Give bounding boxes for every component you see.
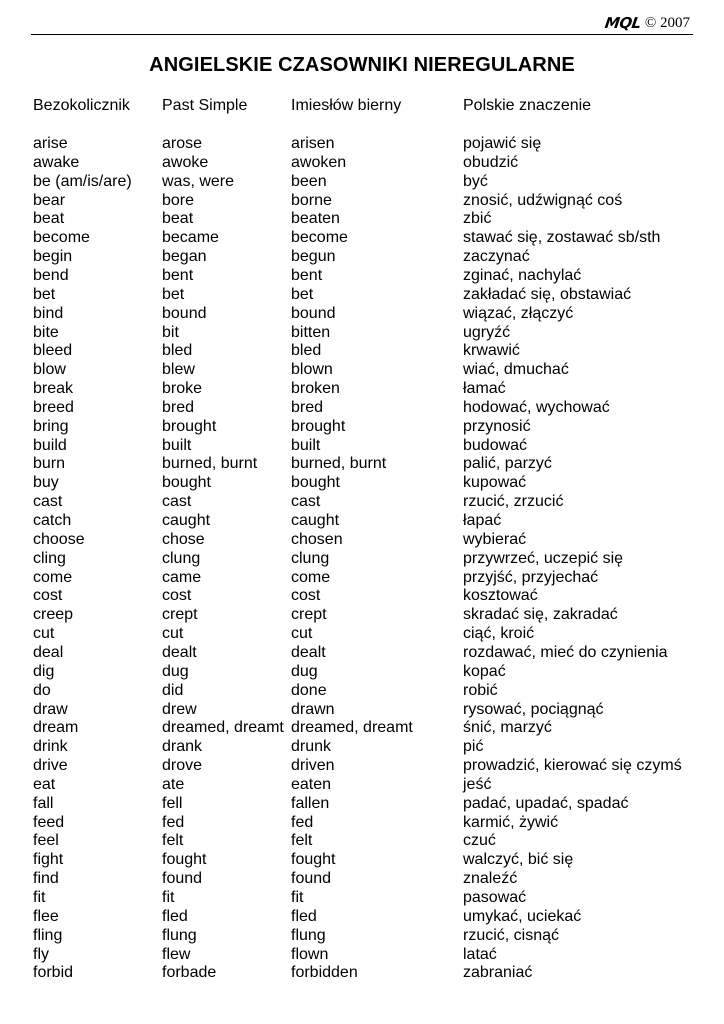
verb-past-simple: fit: [162, 889, 175, 906]
verb-infinitive: buy: [33, 474, 59, 492]
verb-past-simple: bred: [162, 398, 195, 416]
verb-past-participle: drunk: [291, 738, 332, 756]
verb-past-simple: cost: [162, 587, 192, 605]
verb-past-simple: began: [162, 248, 207, 266]
verb-past-simple: fed: [162, 813, 185, 831]
table-row: [0, 209, 724, 228]
table-row: [0, 134, 724, 153]
verb-polish-meaning: przyjść, przyjechać: [463, 568, 599, 586]
verb-polish-meaning: rzucić, cisnąć: [463, 926, 560, 944]
verb-infinitive: blow: [33, 361, 66, 379]
table-row: [0, 341, 724, 360]
verb-polish-meaning: zaczynać: [463, 248, 530, 266]
verb-past-participle: awoken: [291, 153, 347, 171]
verb-past-simple: caught: [162, 512, 211, 529]
table-row: [0, 681, 724, 700]
table-row: [0, 153, 724, 172]
verb-past-participle: become: [291, 229, 348, 247]
table-row: [0, 963, 724, 982]
verb-infinitive: feel: [33, 832, 59, 850]
verb-past-simple: felt: [162, 832, 184, 850]
verb-polish-meaning: wiać, dmuchać: [463, 361, 569, 379]
verb-polish-meaning: znosić, udźwignąć coś: [463, 191, 623, 209]
verb-infinitive: beat: [33, 210, 65, 228]
table-row: [0, 360, 724, 379]
verb-past-participle: drawn: [291, 700, 335, 718]
verb-infinitive: bet: [33, 285, 56, 303]
verb-past-participle: bled: [291, 342, 322, 360]
verb-past-participle: blown: [291, 361, 333, 379]
verb-infinitive: fit: [33, 889, 46, 906]
verb-polish-meaning: przynosić: [463, 417, 531, 435]
verb-past-simple: drew: [162, 700, 197, 718]
table-row: [0, 454, 724, 473]
verb-polish-meaning: rzucić, zrzucić: [463, 493, 564, 511]
table-row: [0, 869, 724, 888]
verb-past-participle: dreamed, dreamt: [291, 719, 413, 737]
verb-past-simple: dreamed, dreamt: [162, 719, 284, 737]
verb-polish-meaning: robić: [463, 681, 498, 699]
verb-past-simple: flung: [162, 926, 197, 944]
verb-past-participle: come: [291, 568, 331, 586]
verb-past-participle: burned, burnt: [291, 455, 387, 473]
table-row: [0, 398, 724, 417]
verb-past-simple: dealt: [162, 643, 197, 661]
table-row: [0, 662, 724, 681]
verb-infinitive: become: [33, 229, 90, 247]
table-row: [0, 586, 724, 605]
verb-past-participle: bought: [291, 474, 340, 492]
verb-past-simple: dug: [162, 662, 189, 680]
verb-past-simple: beat: [162, 210, 194, 228]
verb-polish-meaning: ciąć, kroić: [463, 625, 535, 643]
verb-past-participle: bet: [291, 285, 314, 303]
verb-polish-meaning: obudzić: [463, 153, 519, 171]
table-row: [0, 775, 724, 794]
verb-past-simple: bent: [162, 266, 194, 284]
table-row: [0, 605, 724, 624]
verb-past-participle: flown: [291, 945, 329, 963]
verb-past-participle: fled: [291, 907, 317, 925]
table-row: [0, 756, 724, 775]
table-row: [0, 907, 724, 926]
table-row: [0, 568, 724, 587]
table-row: [0, 643, 724, 662]
verb-infinitive: breed: [33, 398, 74, 416]
column-header-infinitive: Bezokolicznik: [33, 97, 130, 114]
verb-past-simple: bore: [162, 191, 195, 209]
verb-polish-meaning: kosztować: [463, 587, 538, 605]
verb-polish-meaning: zbić: [463, 210, 492, 228]
verb-polish-meaning: karmić, żywić: [463, 813, 559, 831]
verb-past-participle: done: [291, 681, 327, 699]
verb-past-simple: bled: [162, 342, 193, 360]
verb-past-participle: felt: [291, 832, 313, 850]
verb-past-participle: built: [291, 436, 321, 454]
column-header-past-simple: Past Simple: [162, 97, 248, 114]
verb-past-participle: clung: [291, 549, 330, 567]
verb-polish-meaning: być: [463, 172, 488, 190]
table-row: [0, 304, 724, 323]
column-header-past-participle: Imiesłów bierny: [291, 97, 402, 114]
table-row: [0, 813, 724, 832]
verb-past-participle: forbidden: [291, 964, 358, 982]
verb-past-simple: came: [162, 568, 202, 586]
verb-polish-meaning: skradać się, zakradać: [463, 606, 618, 624]
table-row: [0, 794, 724, 813]
verb-infinitive: bend: [33, 266, 69, 284]
verb-infinitive: fling: [33, 926, 63, 944]
table-row: [0, 417, 724, 436]
verb-polish-meaning: walczyć, bić się: [463, 851, 574, 869]
verb-past-participle: eaten: [291, 775, 332, 793]
verb-infinitive: dig: [33, 662, 55, 680]
verb-past-participle: fought: [291, 851, 336, 869]
verb-infinitive: forbid: [33, 964, 74, 982]
verb-polish-meaning: wybierać: [463, 530, 527, 548]
verb-past-simple: arose: [162, 135, 203, 152]
verb-infinitive: dream: [33, 719, 79, 737]
verb-past-participle: dealt: [291, 643, 326, 661]
verb-past-participle: bred: [291, 398, 324, 416]
verb-past-participle: dug: [291, 662, 318, 680]
verb-past-simple: fought: [162, 851, 207, 869]
table-row: [0, 191, 724, 210]
verb-infinitive: come: [33, 568, 73, 586]
verb-past-participle: crept: [291, 606, 327, 624]
verb-polish-meaning: ugryźć: [463, 323, 511, 341]
table-row: [0, 624, 724, 643]
verb-past-participle: bound: [291, 304, 336, 322]
verb-past-simple: forbade: [162, 964, 217, 982]
verb-infinitive: drive: [33, 757, 68, 775]
verb-infinitive: cast: [33, 493, 63, 511]
verb-past-simple: blew: [162, 361, 195, 379]
verb-infinitive: creep: [33, 606, 74, 624]
table-row: [0, 228, 724, 247]
column-header-polish-meaning: Polskie znaczenie: [463, 97, 592, 114]
verb-polish-meaning: pasować: [463, 889, 527, 906]
verb-polish-meaning: rysować, pociągnąć: [463, 700, 604, 718]
verb-polish-meaning: zabraniać: [463, 964, 533, 982]
verb-infinitive: catch: [33, 512, 72, 529]
verb-polish-meaning: rozdawać, mieć do czynienia: [463, 643, 668, 661]
verb-past-simple: ate: [162, 775, 185, 793]
verb-past-participle: bitten: [291, 323, 331, 341]
verb-infinitive: cling: [33, 549, 66, 567]
table-row: [0, 530, 724, 549]
verb-polish-meaning: łamać: [463, 380, 506, 398]
verb-past-participle: cast: [291, 493, 321, 511]
verb-polish-meaning: zginać, nachylać: [463, 266, 582, 284]
verb-infinitive: break: [33, 380, 74, 398]
verb-infinitive: fall: [33, 794, 54, 812]
verb-polish-meaning: palić, parzyć: [463, 455, 552, 473]
verb-past-participle: fallen: [291, 794, 330, 812]
copyright-text: © 2007: [644, 14, 690, 31]
verb-past-participle: brought: [291, 417, 346, 435]
verb-past-participle: flung: [291, 926, 326, 944]
verb-polish-meaning: prowadzić, kierować się czymś: [463, 757, 682, 775]
verb-past-participle: cost: [291, 587, 321, 605]
verb-infinitive: bring: [33, 417, 69, 435]
verb-polish-meaning: pić: [463, 738, 484, 756]
verb-infinitive: awake: [33, 153, 80, 171]
verb-polish-meaning: latać: [463, 945, 497, 963]
verb-past-simple: was, were: [162, 172, 235, 190]
verb-polish-meaning: czuć: [463, 832, 496, 850]
verb-polish-meaning: pojawić się: [463, 135, 542, 152]
verb-past-simple: burned, burnt: [162, 455, 258, 473]
verb-infinitive: find: [33, 870, 59, 888]
verb-past-participle: cut: [291, 625, 313, 643]
verb-polish-meaning: krwawić: [463, 342, 520, 360]
verb-infinitive: begin: [33, 248, 73, 266]
table-row: [0, 436, 724, 455]
table-row: [0, 511, 724, 530]
table-row: [0, 831, 724, 850]
verb-past-participle: beaten: [291, 210, 340, 228]
verb-past-simple: clung: [162, 549, 201, 567]
verb-polish-meaning: wiązać, złączyć: [463, 304, 574, 322]
verb-infinitive: deal: [33, 643, 64, 661]
verb-past-simple: cut: [162, 625, 184, 643]
verb-past-simple: bet: [162, 285, 185, 303]
table-row: [0, 888, 724, 907]
verb-past-simple: drank: [162, 738, 203, 756]
verb-past-simple: awoke: [162, 153, 209, 171]
verb-past-participle: chosen: [291, 530, 343, 548]
verb-past-simple: fled: [162, 907, 188, 925]
verb-past-simple: bound: [162, 304, 207, 322]
verb-past-simple: brought: [162, 417, 217, 435]
verb-infinitive: cost: [33, 587, 63, 605]
verb-infinitive: feed: [33, 813, 65, 831]
table-row: [0, 473, 724, 492]
verb-past-simple: did: [162, 681, 184, 699]
verb-polish-meaning: kopać: [463, 662, 506, 680]
verb-past-participle: been: [291, 172, 327, 190]
verb-polish-meaning: hodować, wychować: [463, 398, 610, 416]
verb-polish-meaning: przywrzeć, uczepić się: [463, 549, 624, 567]
verb-polish-meaning: padać, upadać, spadać: [463, 794, 629, 812]
verb-infinitive: cut: [33, 625, 55, 643]
verb-infinitive: bear: [33, 191, 66, 209]
verb-past-participle: fed: [291, 813, 314, 831]
verb-past-participle: begun: [291, 248, 336, 266]
table-row: [0, 379, 724, 398]
verb-past-simple: flew: [162, 945, 191, 963]
verb-infinitive: build: [33, 436, 67, 454]
verb-polish-meaning: stawać się, zostawać sb/sth: [463, 229, 661, 247]
verb-past-participle: fit: [291, 889, 304, 906]
verb-polish-meaning: budować: [463, 436, 528, 454]
table-row: [0, 718, 724, 737]
column-headers: [0, 96, 724, 115]
verb-polish-meaning: śnić, marzyć: [463, 719, 552, 737]
verb-infinitive: arise: [33, 135, 68, 152]
verb-infinitive: bleed: [33, 342, 73, 360]
verb-polish-meaning: jeść: [463, 775, 492, 793]
table-row: [0, 926, 724, 945]
verb-past-participle: caught: [291, 512, 340, 529]
verb-infinitive: bite: [33, 323, 59, 341]
verb-past-participle: driven: [291, 757, 335, 775]
table-row: [0, 549, 724, 568]
verb-past-simple: broke: [162, 380, 203, 398]
verb-infinitive: be (am/is/are): [33, 172, 132, 190]
page-title: ANGIELSKIE CZASOWNIKI NIEREGULARNE: [149, 54, 575, 76]
verb-past-simple: cast: [162, 493, 192, 511]
verb-past-simple: bit: [162, 323, 179, 341]
verb-infinitive: draw: [33, 700, 68, 718]
verb-past-participle: arisen: [291, 135, 335, 152]
table-row: [0, 737, 724, 756]
verb-past-simple: drove: [162, 757, 203, 775]
verb-past-participle: broken: [291, 380, 340, 398]
verb-polish-meaning: umykać, uciekać: [463, 907, 582, 925]
verb-polish-meaning: kupować: [463, 474, 527, 492]
verb-past-participle: borne: [291, 191, 332, 209]
table-row: [0, 247, 724, 266]
verb-past-simple: bought: [162, 474, 211, 492]
verb-past-simple: chose: [162, 530, 205, 548]
verb-infinitive: do: [33, 681, 51, 699]
table-row: [0, 492, 724, 511]
verb-past-simple: fell: [162, 794, 183, 812]
table-row: [0, 266, 724, 285]
table-row: [0, 945, 724, 964]
page-header: [605, 14, 690, 32]
verb-past-participle: bent: [291, 266, 323, 284]
verb-infinitive: drink: [33, 738, 68, 756]
table-row: [0, 850, 724, 869]
verb-past-participle: found: [291, 870, 332, 888]
verb-infinitive: burn: [33, 455, 66, 473]
verb-polish-meaning: łapać: [463, 512, 502, 529]
verb-infinitive: fly: [33, 945, 49, 963]
verb-infinitive: choose: [33, 530, 85, 548]
verb-infinitive: eat: [33, 775, 56, 793]
verb-past-simple: found: [162, 870, 203, 888]
table-row: [0, 285, 724, 304]
verb-past-simple: built: [162, 436, 192, 454]
verb-polish-meaning: znaleźć: [463, 870, 518, 888]
table-row: [0, 172, 724, 191]
verb-infinitive: fight: [33, 851, 64, 869]
verb-infinitive: bind: [33, 304, 64, 322]
mql-logo: MQL: [603, 14, 643, 32]
table-row: [0, 323, 724, 342]
verb-infinitive: flee: [33, 907, 59, 925]
verb-polish-meaning: zakładać się, obstawiać: [463, 285, 632, 303]
table-row: [0, 700, 724, 719]
verb-past-simple: crept: [162, 606, 198, 624]
verb-past-simple: became: [162, 229, 219, 247]
header-rule: [31, 34, 693, 35]
